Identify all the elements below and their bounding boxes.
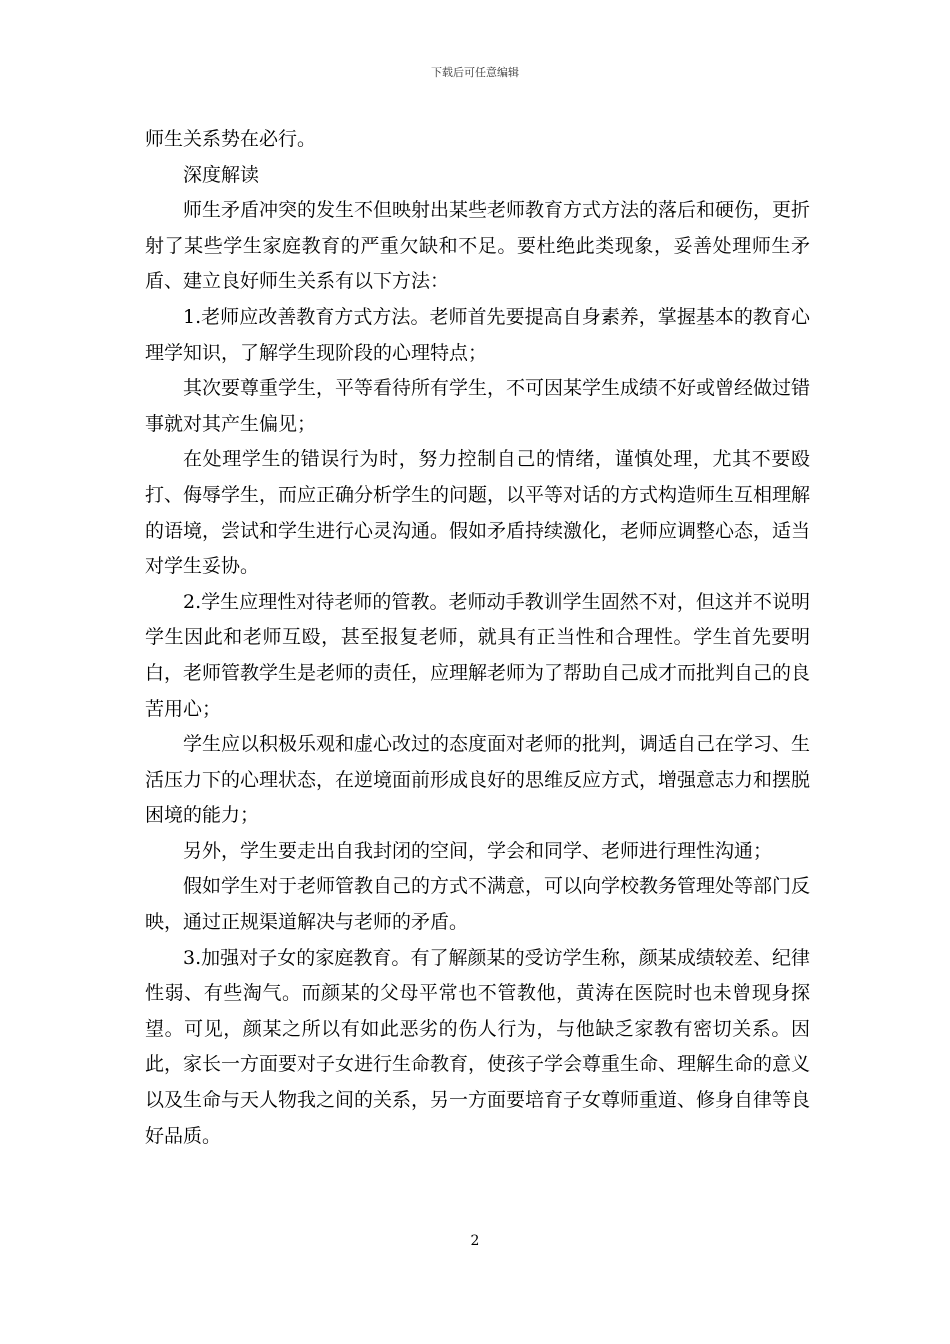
paragraph: 假如学生对于老师管教自己的方式不满意，可以向学校教务管理处等部门反映，通过正规渠道解决与老师的矛盾。 [145,875,811,934]
paragraph: 3.加强对子女的家庭教育。有了解颜某的受访学生称，颜某成绩较差、纪律性弱、有些淘气。而颜某的父母平常也不管教他，黄涛在医院时也未曾现身探望。可见，颜某之所以有如此恶劣的伤人行为，与他缺乏家教有密切关系。因此，家长一方面要对子女进行生命教育，使孩子学会尊重生命、理解生命的意义以及生命与天人物我之间的关系，另一方面要培育子女尊师重道、修身自律等良好品质。 [145,946,811,1147]
page-number: 2 [470,1233,480,1249]
paragraph: 其次要尊重学生，平等看待所有学生，不可因某学生成绩不好或曾经做过错事就对其产生偏见； [145,377,811,435]
paragraph: 学生应以积极乐观和虚心改过的态度面对老师的批判，调适自己在学习、生活压力下的心理状态，在逆境面前形成良好的思维反应方式，增强意志力和摆脱困境的能力； [145,733,811,827]
page-header: 下载后可任意编辑 [431,66,519,79]
paragraph: 师生矛盾冲突的发生不但映射出某些老师教育方式方法的落后和硬伤，更折射了某些学生家庭教育的严重欠缺和不足。要杜绝此类现象，妥善处理师生矛盾、建立良好师生关系有以下方法： [145,199,811,293]
paragraph: 2.学生应理性对待老师的管教。老师动手教训学生固然不对，但这并不说明学生因此和老师互殴，甚至报复老师，就具有正当性和合理性。学生首先要明白，老师管教学生是老师的责任，应理解老师为了帮助自己成才而批判自己的良苦用心； [145,590,811,720]
paragraph: 在处理学生的错误行为时，努力控制自己的情绪，谨慎处理，尤其不要殴打、侮辱学生，而应正确分析学生的问题，以平等对话的方式构造师生互相理解的语境，尝试和学生进行心灵沟通。假如矛盾持续激化，老师应调整心态，适当对学生妥协。 [145,448,811,578]
document-body [145,122,810,1154]
paragraph: 另外，学生要走出自我封闭的空间，学会和同学、老师进行理性沟通； [183,839,773,862]
paragraph: 1.老师应改善教育方式方法。老师首先要提高自身素养，掌握基本的教育心理学知识，了解学生现阶段的心理特点； [145,305,810,364]
paragraph: 师生关系势在必行。 [145,128,317,150]
section-heading: 深度解读 [183,163,260,186]
